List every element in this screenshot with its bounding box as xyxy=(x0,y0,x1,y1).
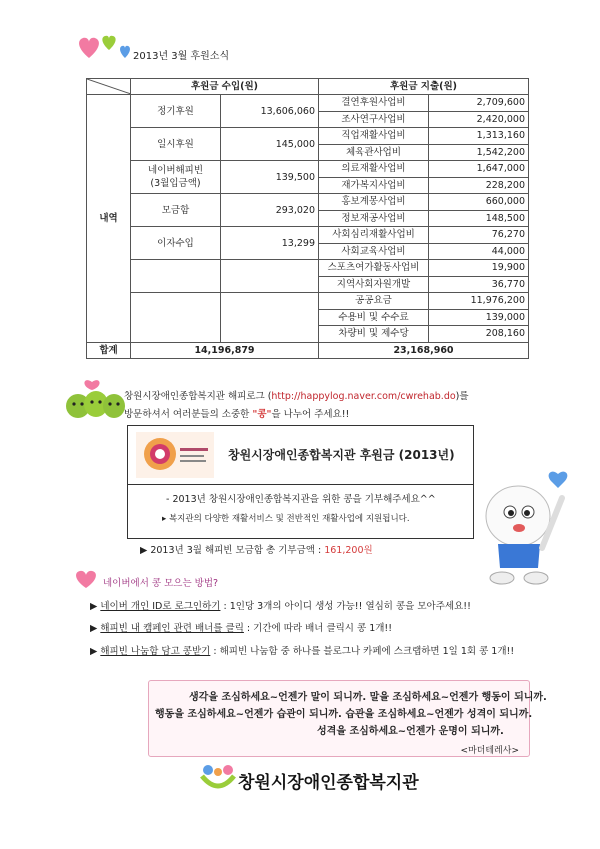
promo-line-2 xyxy=(124,406,349,420)
arrow-icon: ▶ xyxy=(90,646,101,657)
income-amount: 293,020 xyxy=(221,194,319,227)
income-amount: 13,299 xyxy=(221,227,319,260)
expense-amount: 1,647,000 xyxy=(429,161,529,178)
heart-icon xyxy=(72,568,100,590)
campaign-banner[interactable] xyxy=(127,425,474,539)
happybean-amount xyxy=(140,542,373,556)
mascot-character-icon xyxy=(472,468,577,596)
quote-note xyxy=(148,680,547,757)
amount-label: 2013년 3월 해피빈 모금함 총 기부금액 : xyxy=(150,545,325,556)
promo-line-1 xyxy=(124,388,469,402)
income-name: 모금함 xyxy=(131,194,221,227)
expense-amount: 1,313,160 xyxy=(429,128,529,145)
arrow-icon: ▶ xyxy=(90,623,101,634)
income-empty-cell xyxy=(221,293,319,343)
promo-text: 방문하셔서 여러분들의 소중한 xyxy=(124,409,253,420)
promo-text: 을 나누어 주세요!! xyxy=(271,409,350,420)
finance-table xyxy=(86,78,529,359)
expense-name: 체육관사업비 xyxy=(319,144,429,161)
banner-title: 창원시장애인종합복지관 후원금 (2013년) xyxy=(228,448,455,462)
income-name-sub: (3월입금액) xyxy=(150,178,201,189)
expense-amount: 148,500 xyxy=(429,210,529,227)
amount-value: 161,200원 xyxy=(324,545,373,556)
table-corner-cell xyxy=(87,79,131,95)
happylog-link[interactable]: http://happylog.naver.com/cwrehab.do xyxy=(271,391,456,402)
arrow-icon: ▶ xyxy=(90,601,101,612)
arrow-icon: ▶ xyxy=(140,545,151,556)
expense-name: 재가복지사업비 xyxy=(319,177,429,194)
expense-header: 후원금 지출(원) xyxy=(319,79,529,95)
quote-line-3: 성격을 조심하세요~언젠가 운명이 되니까. xyxy=(317,726,504,737)
expense-name: 직업재활사업비 xyxy=(319,128,429,145)
expense-name: 차량비 및 제수당 xyxy=(319,326,429,343)
step-key: 해피빈 내 캠페인 관련 배너를 클릭 xyxy=(100,623,244,634)
hearts-decoration-icon xyxy=(75,28,133,64)
income-name: 일시후원 xyxy=(131,128,221,161)
step-3 xyxy=(90,643,514,657)
income-empty-cell xyxy=(131,293,221,343)
expense-amount: 44,000 xyxy=(429,243,529,260)
banner-header xyxy=(128,426,473,485)
expense-name: 홍보계몽사업비 xyxy=(319,194,429,211)
expense-name: 사회심리재활사업비 xyxy=(319,227,429,244)
step-key: 네이버 개인 ID로 로그인하기 xyxy=(100,601,221,612)
income-name xyxy=(131,161,221,194)
expense-amount: 2,420,000 xyxy=(429,111,529,128)
organization-logo-icon xyxy=(200,762,236,790)
banner-line-2: ▸ 복지관의 다양한 재활서비스 및 전반적인 재활사업에 지원됩니다. xyxy=(162,514,410,524)
expense-amount: 19,900 xyxy=(429,260,529,277)
income-amount: 139,500 xyxy=(221,161,319,194)
kong-highlight: "콩" xyxy=(252,409,272,420)
expense-name: 의료재활사업비 xyxy=(319,161,429,178)
income-amount: 13,606,060 xyxy=(221,95,319,128)
expense-name: 스포츠여가활동사업비 xyxy=(319,260,429,277)
campaign-logo-icon xyxy=(136,432,214,478)
expense-amount: 11,976,200 xyxy=(429,293,529,310)
expense-total: 23,168,960 xyxy=(319,342,529,358)
step-key: 해피빈 나눔함 담고 콩받기 xyxy=(100,646,211,657)
promo-text: )를 xyxy=(455,391,469,402)
expense-amount: 76,270 xyxy=(429,227,529,244)
income-name: 정기후원 xyxy=(131,95,221,128)
quote-line-2: 행동을 조심하세요~언젠가 습관이 되니까. 습관을 조심하세요~언젠가 성격이 되니까. xyxy=(155,709,533,720)
income-empty-cell xyxy=(131,260,221,293)
income-empty-cell xyxy=(221,260,319,293)
expense-amount: 228,200 xyxy=(429,177,529,194)
quote-source: <마더테레사> xyxy=(460,746,519,756)
expense-amount: 660,000 xyxy=(429,194,529,211)
row-label: 내역 xyxy=(87,95,131,343)
expense-amount: 208,160 xyxy=(429,326,529,343)
quote-line-1: 생각을 조심하세요~언젠가 말이 되니까. 말을 조심하세요~언젠가 행동이 되니까. xyxy=(189,692,547,703)
expense-name: 지역사회자원개발 xyxy=(319,276,429,293)
page-title: 2013년 3월 후원소식 xyxy=(133,51,230,62)
expense-amount: 1,542,200 xyxy=(429,144,529,161)
step-2 xyxy=(90,620,392,634)
expense-name: 정보재공사업비 xyxy=(319,210,429,227)
total-label: 합계 xyxy=(87,342,131,358)
expense-amount: 2,709,600 xyxy=(429,95,529,112)
income-amount: 145,000 xyxy=(221,128,319,161)
income-name-main: 네이버해피빈 xyxy=(147,165,204,176)
promo-text: 창원시장애인종합복지관 해피로그 ( xyxy=(124,391,272,402)
expense-name: 조사연구사업비 xyxy=(319,111,429,128)
income-header: 후원금 수입(원) xyxy=(131,79,319,95)
method-title: 네이버에서 콩 모으는 방법? xyxy=(103,578,219,589)
expense-amount: 139,000 xyxy=(429,309,529,326)
bean-mascots-icon xyxy=(62,378,128,420)
footer-org-name: 창원시장애인종합복지관 xyxy=(238,773,419,793)
expense-name: 결연후원사업비 xyxy=(319,95,429,112)
step-text: : 해피빈 나눔함 중 하나를 블로그나 카페에 스크랩하면 1일 1회 콩 1개!! xyxy=(210,646,515,657)
expense-name: 수용비 및 수수료 xyxy=(319,309,429,326)
income-name: 이자수입 xyxy=(131,227,221,260)
step-text: : 1인당 3개의 아이디 생성 가능!! 열심히 콩을 모아주세요!! xyxy=(220,601,471,612)
banner-line-1: - 2013년 창원시장애인종합복지관을 위한 콩을 기부해주세요^^ xyxy=(166,494,436,505)
expense-amount: 36,770 xyxy=(429,276,529,293)
expense-name: 공공요금 xyxy=(319,293,429,310)
step-text: : 기간에 따라 배너 클릭시 콩 1개!! xyxy=(243,623,393,634)
expense-name: 사회교육사업비 xyxy=(319,243,429,260)
step-1 xyxy=(90,598,471,612)
income-total: 14,196,879 xyxy=(131,342,319,358)
